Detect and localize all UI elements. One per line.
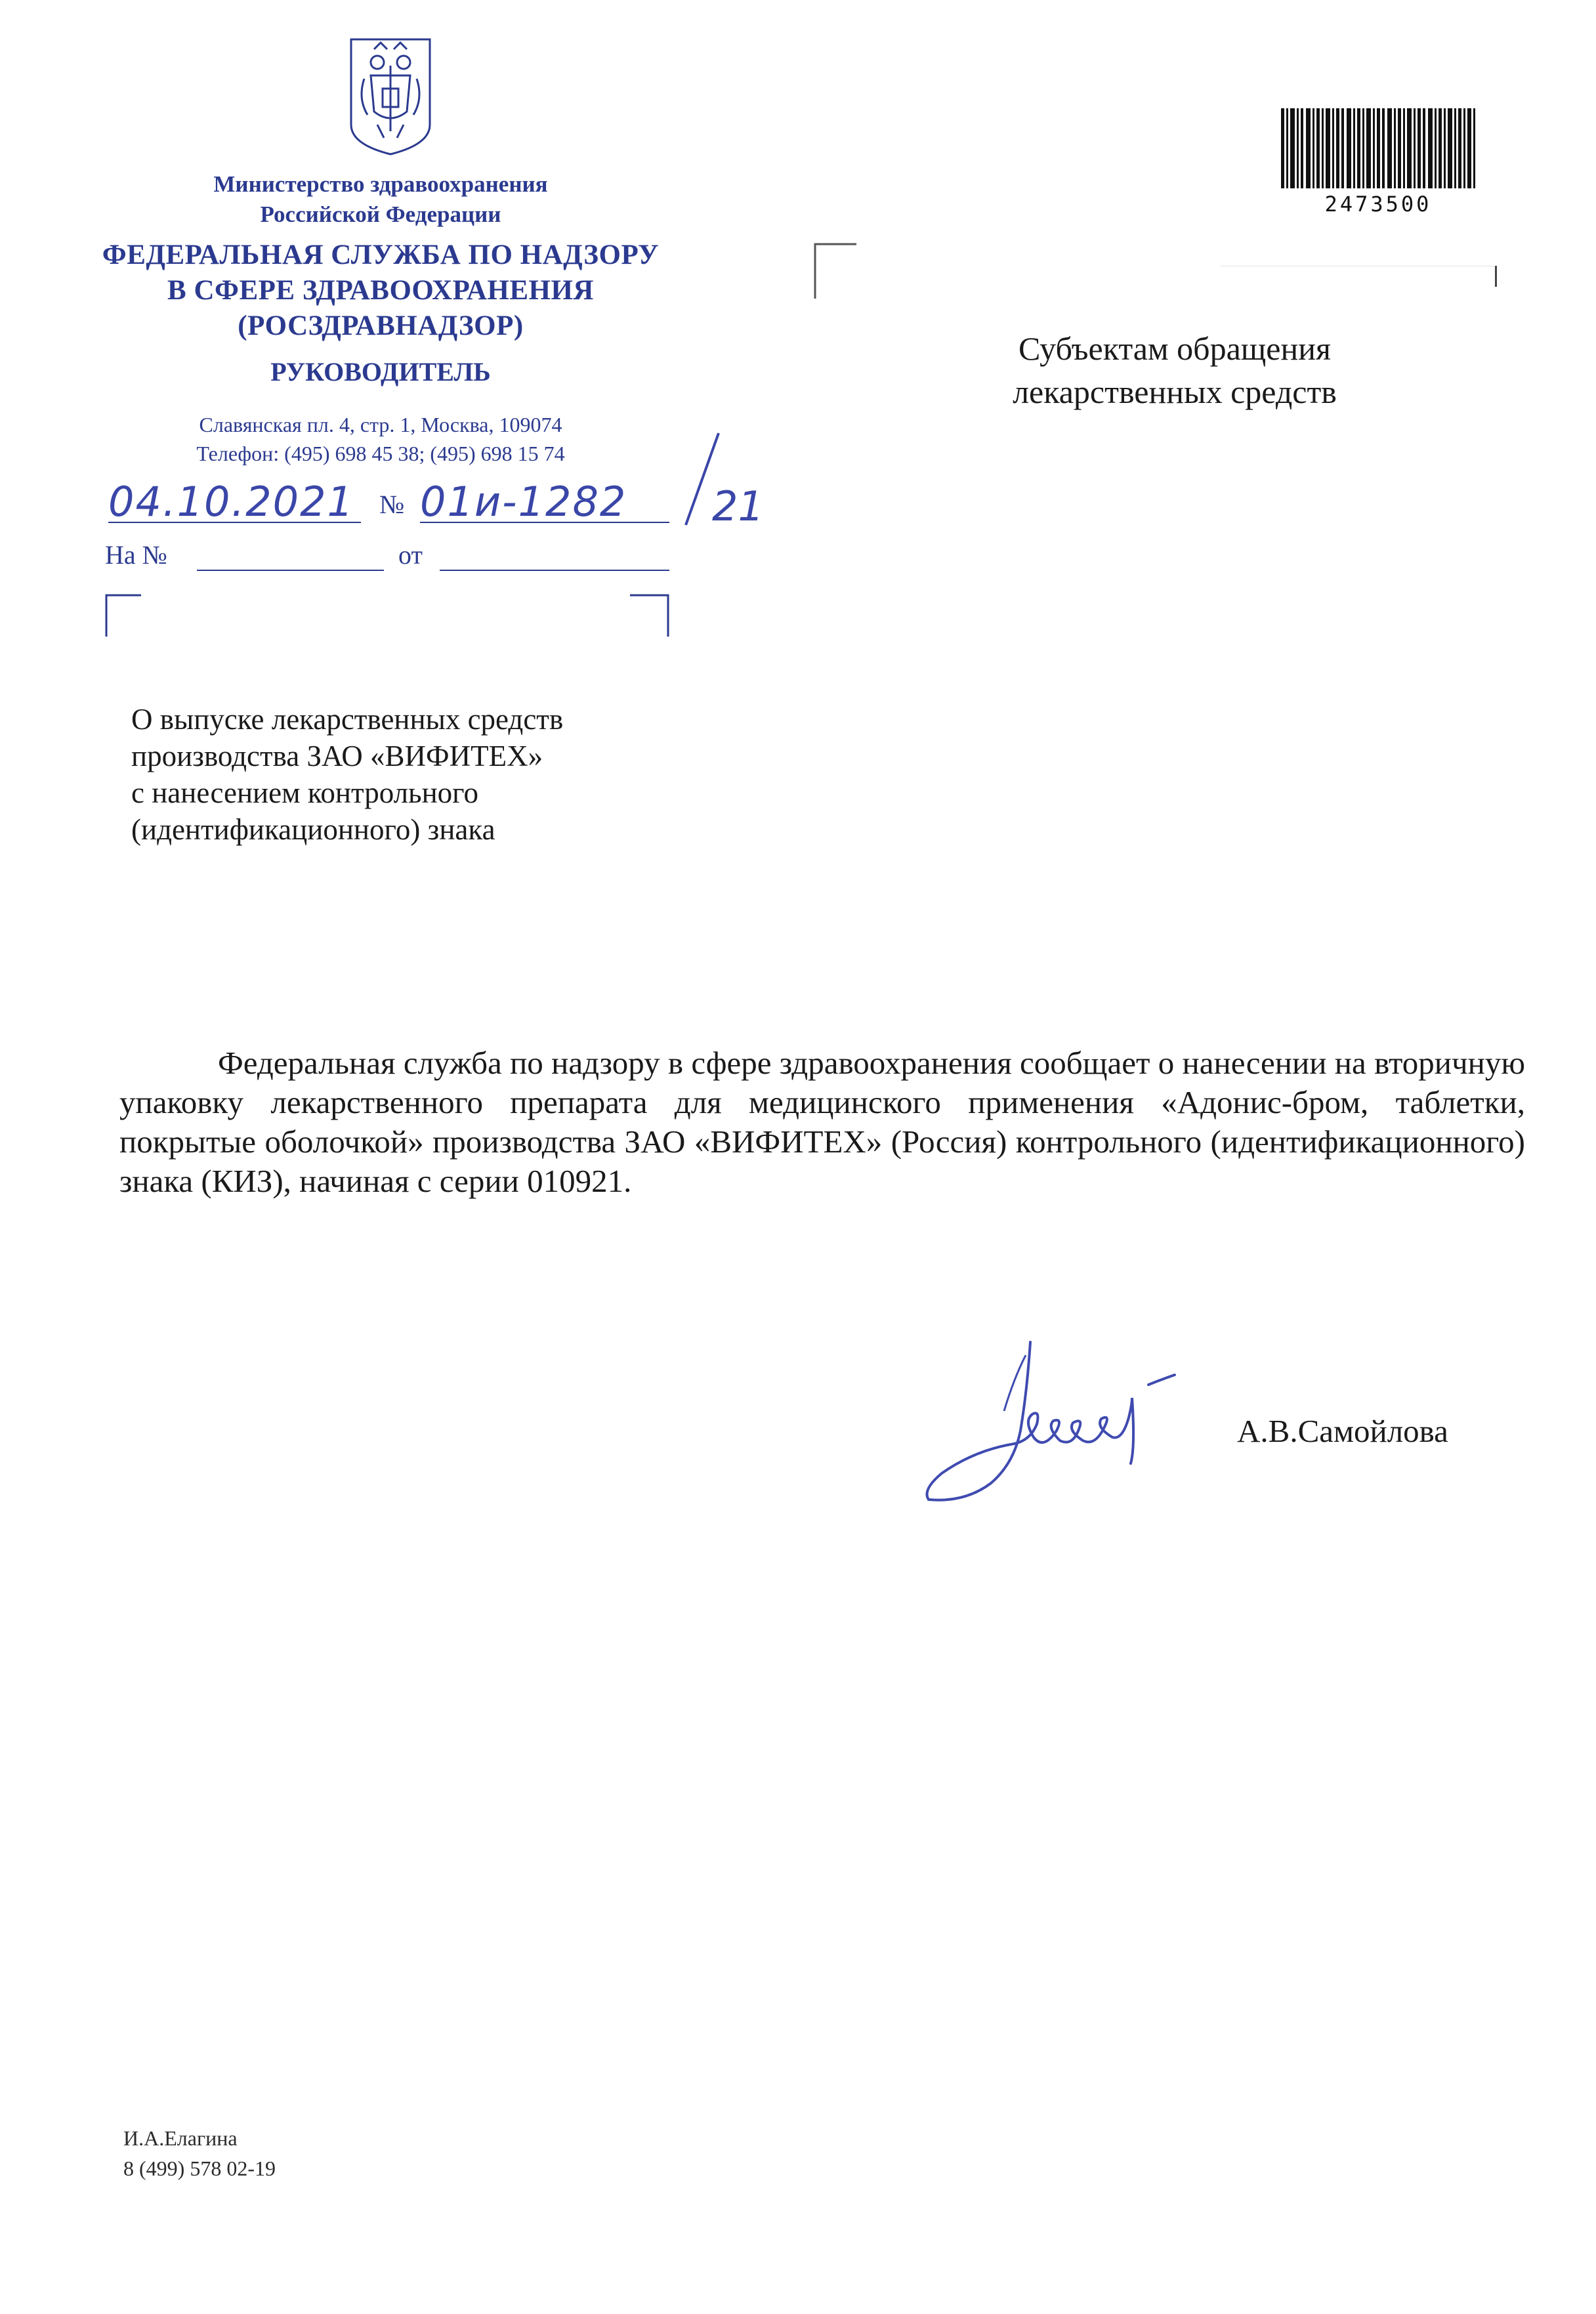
executor-phone: 8 (499) 578 02-19 xyxy=(123,2156,276,2180)
ministry-name xyxy=(72,169,689,230)
letter-subject xyxy=(131,701,563,848)
barcode xyxy=(1280,108,1477,194)
ministry-line-2: Российской Федерации xyxy=(260,201,501,227)
number-underline xyxy=(420,522,669,523)
address-line-1: Славянская пл. 4, стр. 1, Москва, 109074 xyxy=(199,413,562,436)
registration-number: 01и-1282 xyxy=(420,478,627,526)
reply-number-line xyxy=(197,570,384,571)
barcode-number: 2473500 xyxy=(1324,192,1432,217)
registration-date: 04.10.2021 xyxy=(108,478,354,526)
date-underline xyxy=(108,522,361,523)
recipient-line-2: лекарственных средств xyxy=(1013,373,1337,410)
russian-coat-of-arms-icon xyxy=(338,26,443,158)
recipient xyxy=(978,327,1372,413)
registration-suffix: 21 xyxy=(712,482,764,530)
service-line-3: (РОСЗДРАВНАДЗОР) xyxy=(238,310,524,341)
subject-brackets xyxy=(105,594,682,640)
number-label: № xyxy=(379,490,405,519)
from-date-line xyxy=(440,570,669,571)
service-name xyxy=(72,238,689,344)
subject-line-2: производства ЗАО «ВИФИТЕХ» xyxy=(131,740,543,772)
head-role: РУКОВОДИТЕЛЬ xyxy=(270,357,491,387)
recipient-line-1: Субъектам обращения xyxy=(1018,330,1331,367)
address-block xyxy=(72,410,689,468)
executor-name: И.А.Елагина xyxy=(123,2126,238,2150)
service-line-1: ФЕДЕРАЛЬНАЯ СЛУЖБА ПО НАДЗОРУ xyxy=(102,240,660,270)
subject-line-1: О выпуске лекарственных средств xyxy=(131,703,564,736)
handwritten-signature xyxy=(915,1332,1244,1509)
recipient-bracket xyxy=(814,243,860,302)
barcode-tick xyxy=(1495,266,1497,287)
reply-to-label: На № xyxy=(105,540,167,570)
letter-body: Федеральная служба по надзору в сфере здравоохранения сообщает о нанесении на вторичную упаковку лекарственного препарата для медицинского применения «Адонис-бром, таблетки, покрытые оболочкой» производства ЗАО «ВИФИТЕХ» (Россия) контрольного (идентификационного) знака (КИЗ), начиная с серии 010921. xyxy=(119,1045,1525,1199)
from-label: от xyxy=(398,540,423,570)
executor-info xyxy=(123,2123,276,2183)
address-line-2: Телефон: (495) 698 45 38; (495) 698 15 74 xyxy=(196,442,565,465)
ministry-line-1: Министерство здравоохранения xyxy=(213,171,548,197)
service-line-2: В СФЕРЕ ЗДРАВООХРАНЕНИЯ xyxy=(167,275,594,306)
subject-line-4: (идентификационного) знака xyxy=(131,813,495,846)
subject-line-3: с нанесением контрольного xyxy=(131,776,478,809)
signer-name: А.В.Самойлова xyxy=(1237,1413,1448,1449)
